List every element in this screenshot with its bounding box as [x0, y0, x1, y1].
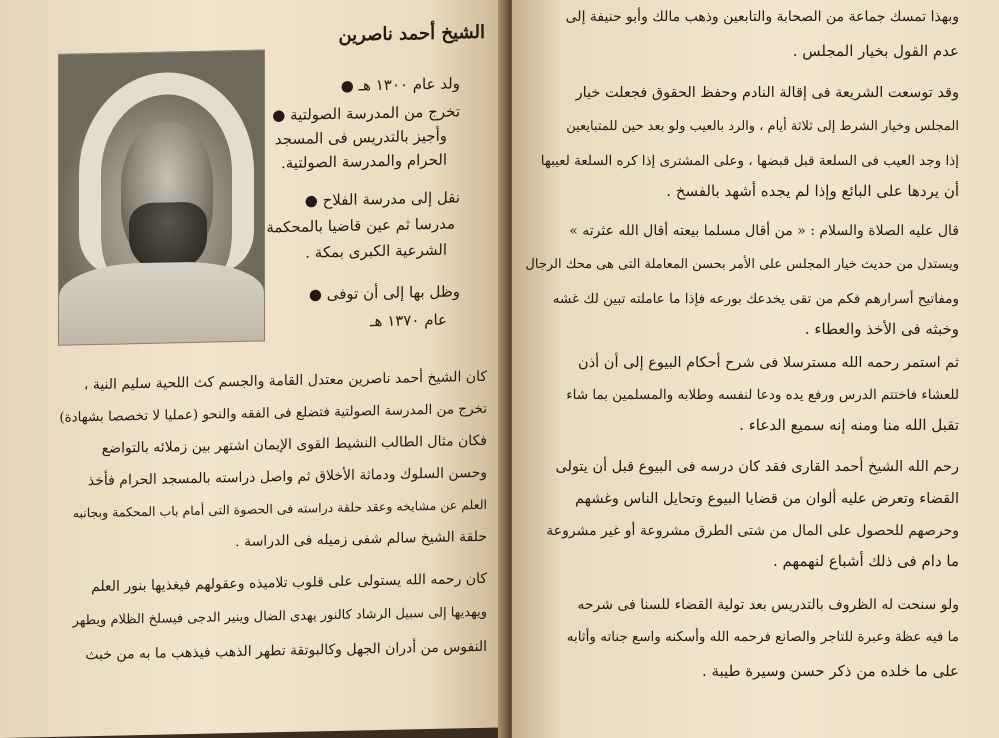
text-line: عدم القول بخيار المجلس .	[792, 42, 959, 60]
bio-line: عام ١٣٧٠ هـ	[370, 310, 447, 331]
bio-bullet: نقل إلى مدرسة الفلاح ●	[304, 188, 460, 210]
body-line: كان الشيخ أحمد ناصرين معتدل القامة والجسم كث اللحية سليم النية ،	[83, 368, 487, 394]
text-line: ما دام فى ذلك أشباع لنهمهم .	[772, 552, 959, 570]
body-line: كان رحمه الله يستولى على قلوب تلاميذه وعقولهم فيغذيها بنور العلم	[91, 570, 487, 596]
biography-heading: الشيخ أحمد ناصرين	[338, 21, 485, 46]
text-line: وحرصهم للحصول على المال من شتى الطرق مشروعة أو غير مشروعة	[546, 523, 959, 539]
body-line: ويهديها إلى سبيل الرشاد كالنور يهدى الضال وينير الدجى فيسلخ الظلام ويطهر	[72, 604, 487, 629]
text-line: رحم الله الشيخ أحمد القارى فقد كان درسه فى البيوع قبل أن يتولى	[555, 459, 959, 475]
text-line: أن يردها على البائع وإذا لم يجده أشهد بالفسخ .	[666, 182, 959, 200]
text-line: المجلس وخيار الشرط إلى ثلاثة أيام ، والرد بالعيب ولو بعد حين للمتبايعين	[566, 119, 959, 134]
garment-shape	[59, 260, 264, 344]
text-line: على ما خلده من ذكر حسن وسيرة طيبة .	[701, 662, 959, 680]
body-line: حلقة الشيخ سالم شفى زميله فى الدراسة .	[235, 528, 487, 551]
bio-line: الحرام والمدرسة الصولتية.	[281, 150, 447, 173]
bio-line: الشرعية الكبرى بمكة .	[305, 240, 447, 262]
text-line: للعشاء فاختتم الدرس ورفع يده ودعا لنفسه وطلابه والمسلمين بما شاء	[566, 387, 959, 403]
portrait-photo	[58, 49, 265, 345]
body-line: وحسن السلوك ودماثة الأخلاق ثم واصل دراسته بالمسجد الحرام فأخذ	[87, 464, 487, 490]
bio-bullet: تخرج من المدرسة الصولتية ●	[272, 102, 460, 125]
body-line: تخرج من المدرسة الصولتية فتضلع فى الفقه والنحو (عمليا لا تخصصا بشهادة)	[59, 400, 487, 426]
body-line: النفوس من أدران الجهل وكالبوتقة تطهر الذهب فيذهب ما به من خبث	[85, 638, 487, 664]
right-page	[512, 0, 999, 738]
text-line: ولو سنحت له الظروف بالتدريس بعد تولية القضاء للسنا فى شرحه	[577, 597, 959, 613]
text-line: وبهذا تمسك جماعة من الصحابة والتابعين وذهب مالك وأبو حنيفة إلى	[565, 9, 959, 25]
text-line: ومفاتيح أسرارهم فكم من تقى يخدعك بورعه فإذا ما عاملته تبين لك غشه	[552, 291, 959, 307]
text-line: وخبثه فى الأخذ والعطاء .	[804, 320, 959, 338]
bio-bullet: وظل بها إلى أن توفى ●	[308, 282, 460, 304]
text-line: وقد توسعت الشريعة فى إقالة النادم وحفظ الحقوق فجعلت خيار	[575, 85, 959, 101]
bio-bullet: ولد عام ١٣٠٠ هـ ●	[340, 74, 460, 95]
text-line: قال عليه الصلاة والسلام : « من أقال مسلما بيعته أقال الله عثرته »	[569, 223, 959, 239]
text-line: ما فيه عظة وعبرة للتاجر والصانع فرحمه الله وأسكنه واسع جناته وأثابه	[566, 629, 959, 645]
bio-line: مدرسا ثم عين قاضيا بالمحكمة	[266, 214, 455, 237]
text-line: تقبل الله منا ومنه إنه سميع الدعاء .	[739, 416, 959, 434]
text-line: القضاء وتعرض عليه ألوان من قضايا البيوع وتحايل الناس وغشهم	[574, 491, 959, 507]
text-line: إذا وجد العيب فى السلعة قبل قبضها ، وعلى المشترى إذا كره السلعة لعيبها	[540, 153, 959, 169]
bio-line: وأجيز بالتدريس فى المسجد	[274, 126, 447, 149]
body-line: العلم عن مشايخه وعقد حلقة دراسته فى الحصوة التى أمام باب المحكمة وبجانبه	[72, 496, 487, 521]
body-line: فكان مثال الطالب النشيط القوى الإيمان اشتهر بين زملائه بالتواضع	[101, 432, 487, 457]
text-line: ويستدل من حديث خيار المجلس على الأمر بحسن المعاملة التى هى محك الرجال	[525, 257, 959, 272]
text-line: ثم استمر رحمه الله مسترسلا فى شرح أحكام البيوع إلى أن أذن	[578, 355, 959, 371]
